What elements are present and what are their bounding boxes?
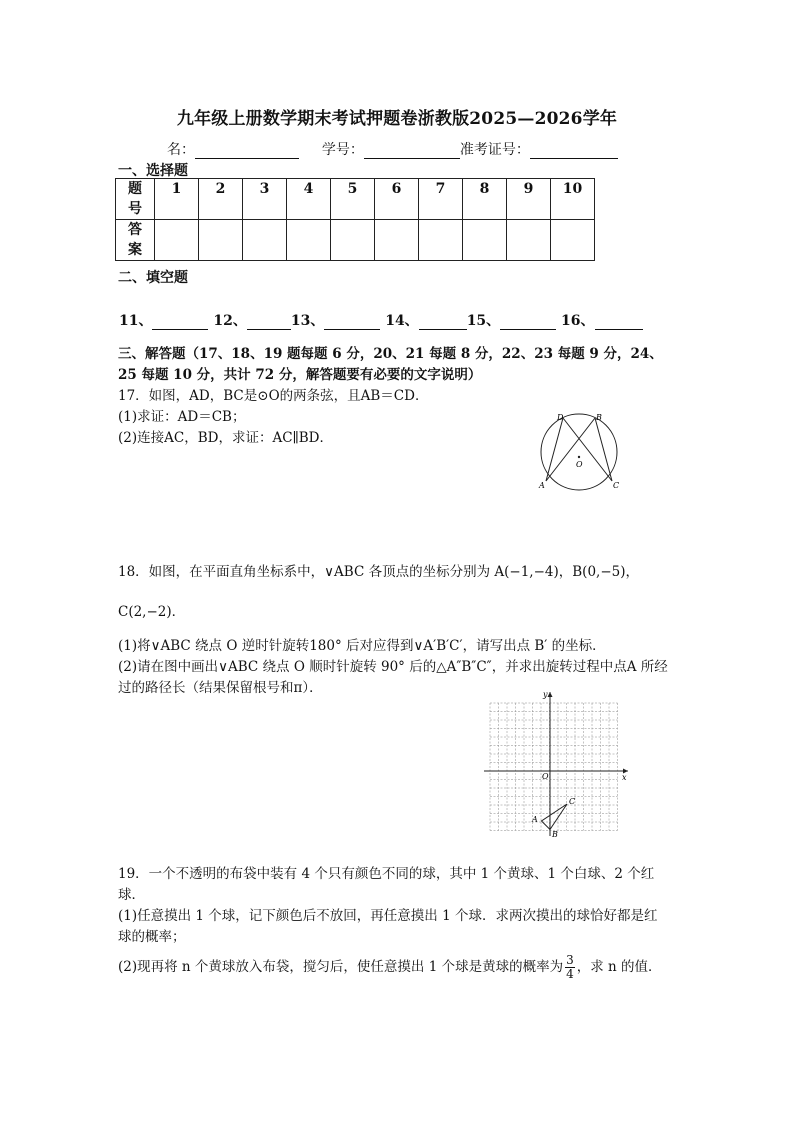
- fill-label-16: 16、: [561, 313, 595, 329]
- name-blank[interactable]: [195, 144, 299, 159]
- center-dot: [578, 456, 580, 458]
- q19-part2-text: (2)现再将 n 个黄球放入布袋，搅匀后，使任意摸出 1 个球是黄球的概率为: [118, 959, 564, 975]
- id-label: 学号：: [321, 142, 364, 158]
- table-cell: 7: [419, 179, 463, 220]
- label-x: x: [622, 773, 627, 782]
- fill-blank-14[interactable]: [419, 315, 467, 330]
- q19-line2: 球．: [118, 887, 145, 903]
- q19-part1-cont: 球的概率；: [118, 929, 186, 945]
- q19-part1: (1)任意摸出 1 个球，记下颜色后不放回，再任意摸出 1 个球．求两次摸出的球恰好都是红: [118, 908, 658, 924]
- fill-label-12: 12、: [213, 313, 247, 329]
- q19-part2: [118, 954, 662, 981]
- name-label: 名：: [167, 142, 195, 158]
- label-o: O: [542, 772, 549, 781]
- id-blank[interactable]: [364, 144, 460, 159]
- table-cell: 2: [199, 179, 243, 220]
- section-choice-heading: 一、选择题: [118, 163, 188, 179]
- table-row: [116, 179, 595, 220]
- table-header-cell: 题 号: [116, 179, 155, 220]
- fill-blank-line: [119, 310, 643, 330]
- chord-bc: [595, 418, 612, 481]
- section-solve-heading-2: 25 每题 10 分，共计 72 分，解答题要有必要的文字说明）: [118, 367, 482, 383]
- answer-cell[interactable]: [375, 220, 419, 261]
- fill-label-15: 15、: [466, 313, 501, 329]
- label-y: y: [543, 690, 548, 699]
- section-solve-heading-1: 三、解答题（17、18、19 题每题 6 分，20、21 每题 8 分，22、23 每题 9 分，24、: [118, 346, 663, 362]
- label-d: D: [557, 413, 564, 422]
- label-a: A: [539, 481, 545, 490]
- fill-blank-16[interactable]: [595, 315, 643, 330]
- table-cell: 5: [331, 179, 375, 220]
- answer-cell[interactable]: [287, 220, 331, 261]
- label-c: C: [569, 797, 576, 806]
- table-cell: 6: [375, 179, 419, 220]
- q18-coordinate-grid: [482, 688, 632, 838]
- y-axis-arrow: [548, 692, 553, 697]
- answer-cell[interactable]: [551, 220, 595, 261]
- table-cell: 1: [155, 179, 199, 220]
- fill-label-11: 11、: [119, 313, 153, 329]
- label-b: B: [552, 830, 558, 838]
- triangle-abc: [542, 804, 568, 830]
- table-cell: 9: [507, 179, 551, 220]
- q17-part2: (2)连接AC，BD，求证：AC∥BD．: [118, 430, 334, 446]
- answer-cell[interactable]: [155, 220, 199, 261]
- answer-cell[interactable]: [243, 220, 287, 261]
- fraction-numerator: 3: [566, 953, 574, 967]
- answer-cell[interactable]: [199, 220, 243, 261]
- chord-ad: [546, 418, 563, 481]
- exam-number-blank[interactable]: [530, 144, 618, 159]
- answer-table: [115, 178, 595, 261]
- table-header-cell: 答 案: [116, 220, 155, 261]
- table-cell: 8: [463, 179, 507, 220]
- fill-label-13: 13、: [290, 313, 325, 329]
- q19-part2-end: ，求 n 的值．: [576, 959, 662, 975]
- q17-stem: 17．如图，AD，BC是⊙O的两条弦，且AB＝CD．: [118, 388, 429, 404]
- label-b: B: [596, 413, 602, 422]
- answer-cell[interactable]: [331, 220, 375, 261]
- fill-blank-13[interactable]: [324, 315, 380, 330]
- label-c: C: [613, 481, 620, 490]
- exam-number-label: 准考证号：: [459, 142, 530, 158]
- label-o: O: [576, 460, 583, 469]
- student-info-line: [167, 139, 618, 159]
- q18-part1: (1)将∨ABC 绕点 O 逆时针旋转180° 后对应得到∨A′B′C′，请写出点 B′ 的坐标．: [118, 638, 606, 654]
- answer-cell[interactable]: [463, 220, 507, 261]
- grid-lines: [490, 703, 618, 831]
- table-cell: 3: [243, 179, 287, 220]
- answer-cell[interactable]: [419, 220, 463, 261]
- q18-stem: 18．如图，在平面直角坐标系中，∨ABC 各顶点的坐标分别为 A(−1,−4)，B(0,−5)，: [118, 564, 640, 580]
- fill-blank-11[interactable]: [152, 315, 208, 330]
- fill-blank-15[interactable]: [500, 315, 556, 330]
- circle-o: [541, 414, 620, 490]
- page-title: 九年级上册数学期末考试押题卷浙教版2025—2026学年: [176, 109, 618, 129]
- probability-fraction: [565, 954, 575, 981]
- table-cell: 4: [287, 179, 331, 220]
- q17-part1: (1)求证：AD＝CB；: [118, 409, 246, 425]
- answer-cell[interactable]: [507, 220, 551, 261]
- section-fill-heading: 二、填空题: [118, 270, 188, 286]
- q18-stem2: C(2,−2)．: [118, 604, 186, 620]
- fill-blank-12[interactable]: [247, 315, 291, 330]
- q18-part2: (2)请在图中画出∨ABC 绕点 O 顺时针旋转 90° 后的△A″B″C″，并求出旋转过程中点A 所经: [118, 659, 668, 675]
- label-a: A: [532, 815, 538, 824]
- table-row: [116, 220, 595, 261]
- fraction-denominator: 4: [566, 967, 574, 981]
- q18-part2-cont: 过的路径长（结果保留根号和π）．: [118, 680, 323, 696]
- table-cell: 10: [551, 179, 595, 220]
- q17-circle-figure: [534, 410, 628, 494]
- fill-label-14: 14、: [385, 313, 419, 329]
- q19-line1: 19．一个不透明的布袋中装有 4 个只有颜色不同的球，其中 1 个黄球、1 个白球、2 个红: [118, 866, 655, 882]
